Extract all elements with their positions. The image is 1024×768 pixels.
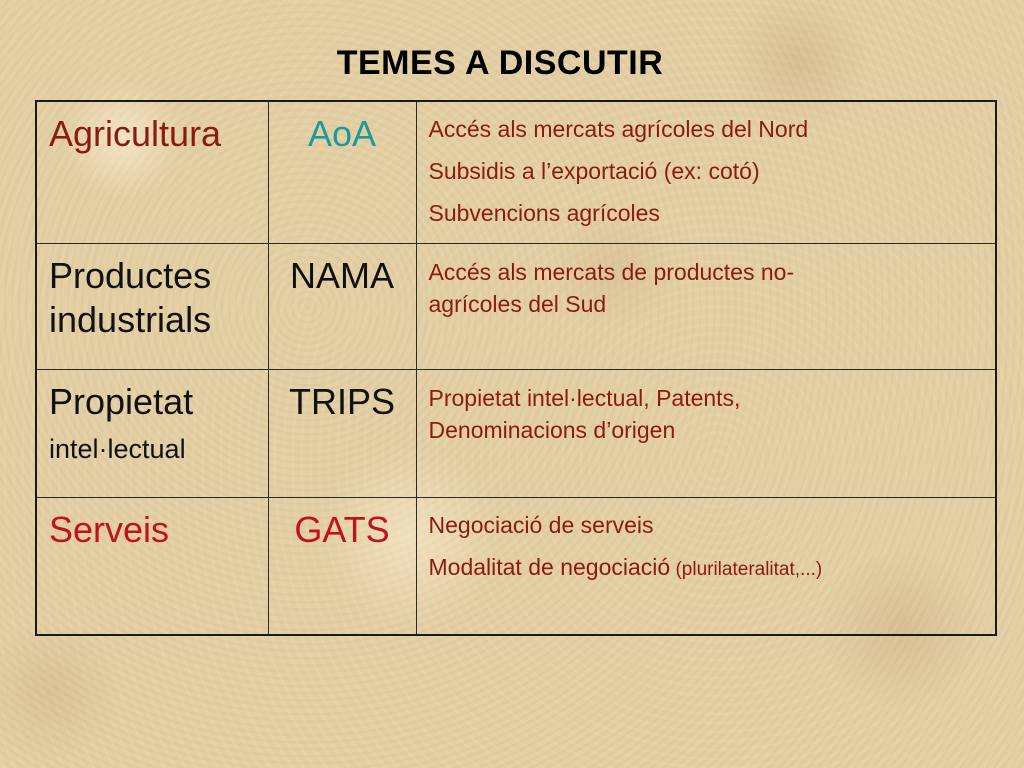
description-line: agrícoles del Sud [428,290,607,317]
description-line: Accés als mercats de productes no- [428,258,795,285]
code-cell [268,243,416,369]
code-cell [268,497,416,635]
topic-label-line: Propietat [49,380,194,422]
description [417,370,996,446]
table-row-productes-industrials [36,243,996,369]
table-row-agricultura [36,101,996,243]
code-cell [268,369,416,497]
description-line: Negociació de serveis [428,511,654,538]
topic-label [37,370,268,468]
description-line: Subsidis a l’exportació (ex: cotó) [428,158,760,184]
topic-label-line: Productes [49,254,212,296]
topic-label-line: intel·lectual [49,433,186,464]
description-parenthetical: (plurilateralitat,...) [670,558,823,580]
page-title: TEMES A DISCUTIR [336,44,664,82]
agreement-code: NAMA [289,254,394,296]
topic-label [37,244,268,342]
code-cell [268,101,416,243]
description-line: Subvencions agrícoles [428,200,660,226]
description-cell [416,101,996,243]
topic-label: Agricultura [49,113,222,154]
description [417,102,996,228]
agreement-code: AoA [307,113,377,154]
topic-label: Serveis [49,508,170,550]
topic-cell [36,369,268,497]
description-line: Accés als mercats agrícoles del Nord [428,116,809,142]
topic-cell [36,101,268,243]
table-row-propietat-intellectual [36,369,996,497]
description-cell [416,369,996,497]
description-line: Denominacions d’origen [428,416,676,443]
description-cell [416,497,996,635]
description-main: Modalitat de negociació [428,553,671,580]
topic-cell [36,497,268,635]
description-cell [416,243,996,369]
description [417,244,996,320]
description-line [429,552,986,585]
topic-label-line: industrials [49,298,212,340]
table-row-serveis [36,497,996,635]
topics-table [35,100,997,636]
topic-cell [36,243,268,369]
description [417,498,996,585]
agreement-code: TRIPS [288,380,395,422]
description-line: Propietat intel·lectual, Patents, [428,384,741,411]
agreement-code: GATS [294,508,390,550]
